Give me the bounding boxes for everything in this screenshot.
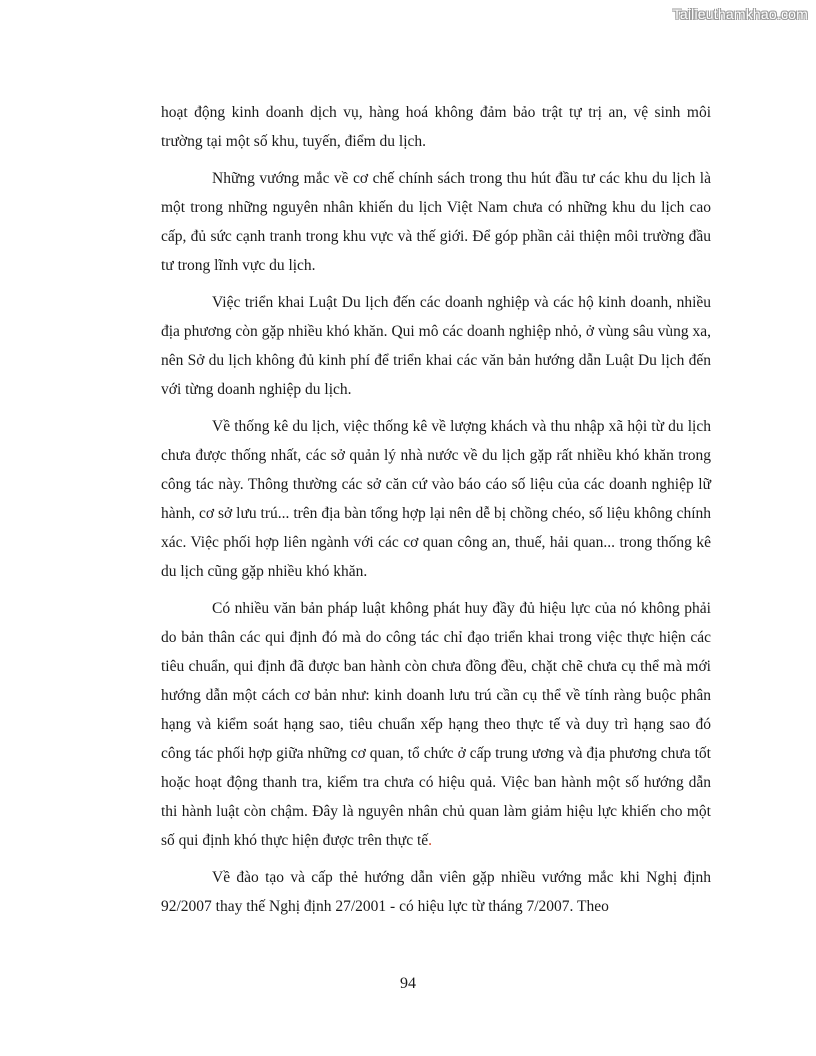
paragraph-3: Việc triển khai Luật Du lịch đến các doanh nghiệp và các hộ kinh doanh, nhiều địa phương còn gặp nhiều khó khăn. Qui mô các doanh nghiệp nhỏ, ở vùng sâu vùng xa, nên Sở du lịch không đủ kinh phí để triển khai các văn bản hướng dẫn Luật Du lịch đến với từng doanh nghiệp du lịch. <box>161 294 711 398</box>
paragraph-5 <box>161 594 711 855</box>
paragraph-5-text: Có nhiều văn bản pháp luật không phát huy đầy đủ hiệu lực của nó không phải do bản thân các qui định đó mà do công tác chỉ đạo triển khai trong việc thực hiện các tiêu chuẩn, qui định đã được ban hành còn chưa đồng đều, chặt chẽ chưa cụ thể mà mới hướng dẫn một cách cơ bản như: kinh doanh lưu trú cần cụ thể về tính ràng buộc phân hạng và kiểm soát hạng sao, tiêu chuẩn xếp hạng theo thực tế và duy trì hạng sao đó công tác phối hợp giữa những cơ quan, tổ chức ở cấp trung ương và địa phương chưa tốt hoặc hoạt động thanh tra, kiểm tra chưa có hiệu quả. Việc ban hành một số hướng dẫn thi hành luật còn chậm. Đây là nguyên nhân chủ quan làm giảm hiệu lực khiến cho một số qui định khó thực hiện được trên thực tế <box>161 600 711 849</box>
page-number: 94 <box>400 975 416 992</box>
paragraph-2: Những vướng mắc về cơ chế chính sách trong thu hút đầu tư các khu du lịch là một trong những nguyên nhân khiến du lịch Việt Nam chưa có những khu du lịch cao cấp, đủ sức cạnh tranh trong khu vực và thế giới. Để góp phần cải thiện môi trường đầu tư trong lĩnh vực du lịch. <box>161 170 711 274</box>
paragraph-1: hoạt động kinh doanh dịch vụ, hàng hoá không đảm bảo trật tự trị an, vệ sinh môi trường tại một số khu, tuyến, điểm du lịch. <box>161 104 711 150</box>
paragraph-4: Về thống kê du lịch, việc thống kê về lượng khách và thu nhập xã hội từ du lịch chưa được thống nhất, các sở quản lý nhà nước về du lịch gặp rất nhiều khó khăn trong công tác này. Thông thường các sở căn cứ vào báo cáo số liệu của các doanh nghiệp lữ hành, cơ sở lưu trú... trên địa bàn tổng hợp lại nên dễ bị chồng chéo, số liệu không chính xác. Việc phối hợp liên ngành với các cơ quan công an, thuế, hải quan... trong thống kê du lịch cũng gặp nhiều khó khăn. <box>161 418 711 580</box>
paragraph-5-period: . <box>428 832 433 849</box>
watermark-text: Tailieuthamkhao.com <box>672 6 808 22</box>
document-body <box>161 98 711 929</box>
paragraph-6: Về đào tạo và cấp thẻ hướng dẫn viên gặp nhiều vướng mắc khi Nghị định 92/2007 thay thế Nghị định 27/2001 - có hiệu lực từ tháng 7/2007. Theo <box>161 869 711 915</box>
